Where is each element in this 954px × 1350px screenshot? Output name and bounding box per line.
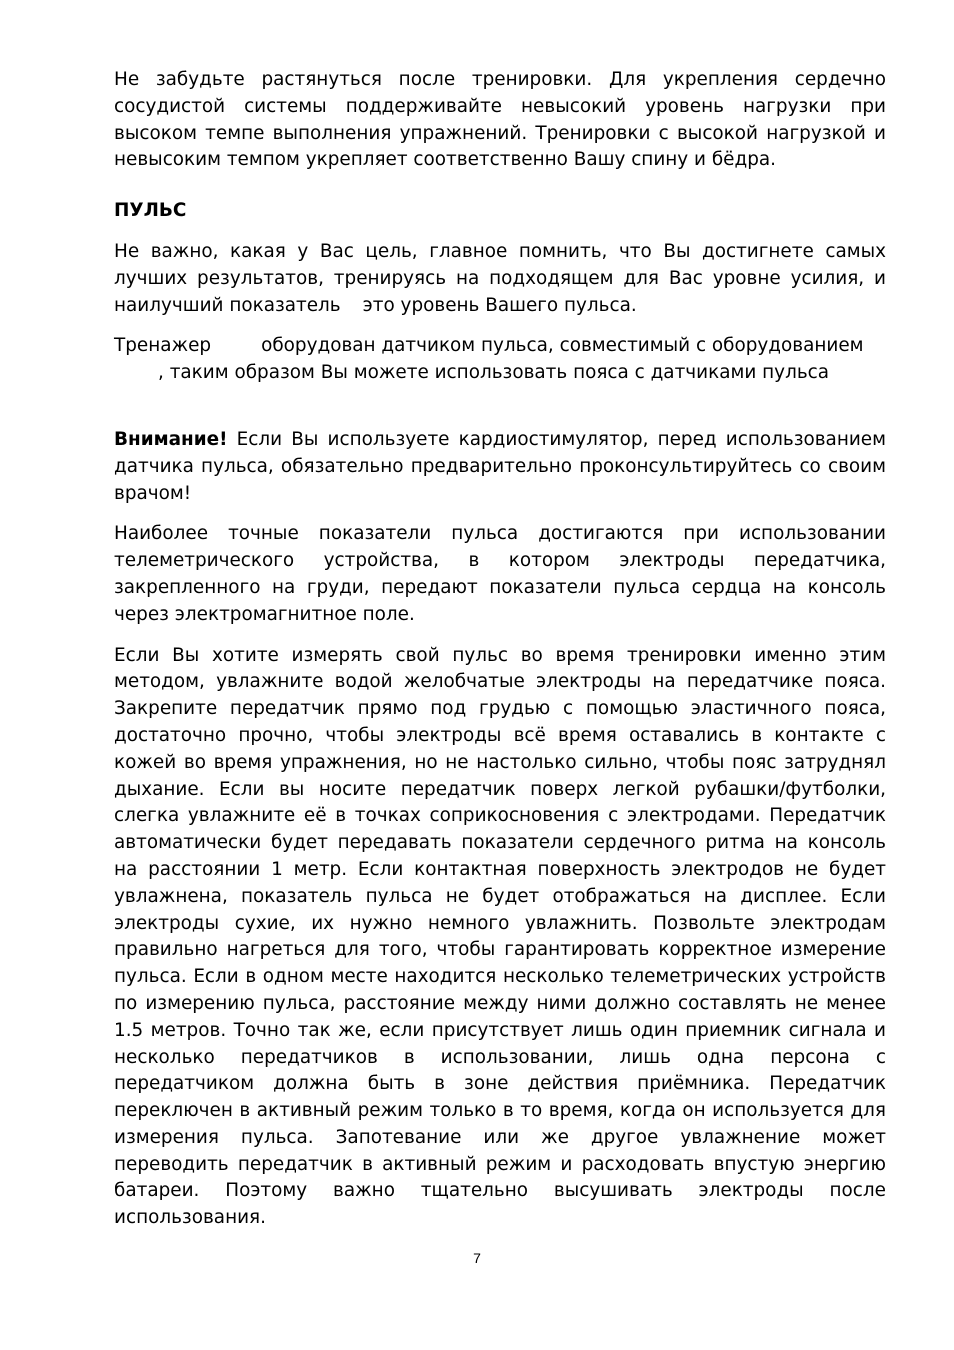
trainer-sensor-paragraph <box>114 333 886 387</box>
page-number: 7 <box>473 1250 481 1266</box>
warning-paragraph <box>114 427 886 507</box>
telemetry-paragraph: Наиболее точные показатели пульса достигаются при использовании телеметрического устройства, в котором электроды передатчика, закрепленного на груди, передают показатели пульса сердца на консоль через электромагнитное поле. <box>114 523 886 625</box>
warning-text: Если Вы используете кардиостимулятор, перед использованием датчика пульса, обязательно предварительно проконсультируйтесь со своим врачом! <box>114 428 886 504</box>
warning-label: Внимание! <box>114 428 228 450</box>
usage-instructions-paragraph: Если Вы хотите измерять свой пульс во время тренировки именно этим методом, увлажните водой желобчатые электроды на передатчике пояса. Закрепите передатчик прямо под грудью с помощью эластичного пояса, достаточно прочно, чтобы электроды всё время оставались в контакте с кожей во время упражнения, но не настолько сильно, чтобы пояс затруднял дыхание. Если вы носите передатчик поверх легкой рубашки/футболки, слегка увлажните её в точках соприкосновения с электродами. Передатчик автоматически будет передавать показатели сердечного ритма на консоль на расстоянии 1 метр. Если контактная поверхность электродов не будет увлажнена, показатель пульса не будет отображаться на дисплее. Если электроды сухие, их нужно немного увлажнить. Позвольте электродам правильно нагреться для того, чтобы гарантировать корректное измерение пульса. Если в одном месте находится несколько телеметрических устройств по измерению пульса, расстояние между ними должно составлять не менее 1.5 метров. Точно так же, если присутствует лишь один приемник сигнала и несколько передатчиков в использовании, лишь одна персона с передатчиком должна быть в зоне действия приёмника. Передатчик переключен в активный режим только в то время, когда он используется для измерения пульса. Запотевание или же другое увлажнение может переводить передатчик в активный режим и расходовать впустую энергию батареи. Поэтому важно тщательно высушивать электроды после использования. <box>114 644 886 1229</box>
trainer-label: Тренажер <box>114 335 212 357</box>
pulse-intro-text-end: это уровень Вашего пульса. <box>362 294 637 316</box>
pulse-intro-text: Не важно, какая у Вас цель, главное помнить, что Вы достигнете самых лучших результатов, тренируясь на подходящем для Вас уровне усилия, и наилучший показатель <box>114 240 886 316</box>
trainer-sensor-text-end: , таким образом Вы можете использовать пояса с датчиками пульса <box>158 362 830 384</box>
document-page <box>114 67 886 1232</box>
section-heading-pulse: ПУЛЬС <box>114 200 187 222</box>
pulse-intro-paragraph <box>114 239 886 319</box>
stretching-paragraph: Не забудьте растянуться после тренировки. Для укрепления сердечно сосудистой системы поддерживайте невысокий уровень нагрузки при высоком темпе выполнения упражнений. Тренировки с высокой нагрузкой и невысоким темпом укрепляет соответственно Вашу спину и бёдра. <box>114 69 886 171</box>
trainer-sensor-text: оборудован датчиком пульса, совместимый с оборудованием <box>261 335 864 357</box>
